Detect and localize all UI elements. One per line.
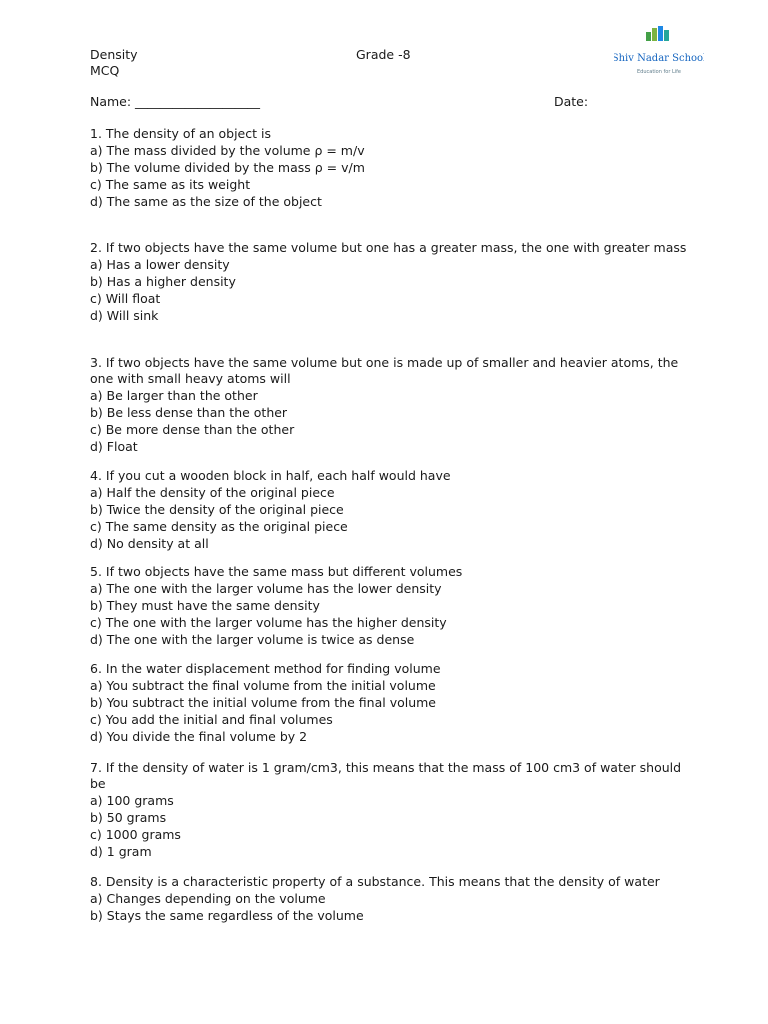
question-stem: 1. The density of an object is xyxy=(90,126,271,141)
option-a: a) 100 grams xyxy=(90,793,174,808)
option-d: d) The same as the size of the object xyxy=(90,194,322,209)
option-c: c) Be more dense than the other xyxy=(90,422,295,437)
option-d: d) Float xyxy=(90,439,138,454)
date-field-label: Date: xyxy=(554,94,589,109)
question-stem: 6. In the water displacement method for finding volume xyxy=(90,661,441,676)
question-8 xyxy=(90,874,690,924)
option-c: c) Will float xyxy=(90,291,161,306)
question-1 xyxy=(90,126,690,210)
question-3 xyxy=(90,355,690,455)
question-stem: 7. If the density of water is 1 gram/cm3, this means that the mass of 100 cm3 of water should be xyxy=(90,760,682,791)
option-a: a) You subtract the final volume from the initial volume xyxy=(90,678,436,693)
question-stem: 2. If two objects have the same volume but one has a greater mass, the one with greater mass xyxy=(90,240,687,255)
question-5 xyxy=(90,564,690,648)
question-stem: 3. If two objects have the same volume but one is made up of smaller and heavier atoms, the one with small heavy atoms will xyxy=(90,355,679,386)
option-a: a) Be larger than the other xyxy=(90,388,258,403)
option-d: d) You divide the final volume by 2 xyxy=(90,729,308,744)
question-7 xyxy=(90,760,690,860)
logo-tagline: Education for Life xyxy=(637,69,681,75)
option-d: d) No density at all xyxy=(90,536,209,551)
option-a: a) Changes depending on the volume xyxy=(90,891,326,906)
option-c: c) The same as its weight xyxy=(90,177,251,192)
question-2 xyxy=(90,240,690,324)
option-b: b) 50 grams xyxy=(90,810,167,825)
option-a: a) The one with the larger volume has the lower density xyxy=(90,581,442,596)
option-c: c) The same density as the original piece xyxy=(90,519,348,534)
option-c: c) You add the initial and final volumes xyxy=(90,712,333,727)
school-logo-icon xyxy=(614,26,704,80)
worksheet-type: MCQ xyxy=(90,63,120,78)
question-6 xyxy=(90,661,690,745)
question-stem: 8. Density is a characteristic property of a substance. This means that the density of water xyxy=(90,874,660,889)
option-a: a) Has a lower density xyxy=(90,257,230,272)
grade-label: Grade -8 xyxy=(356,47,411,62)
option-c: c) 1000 grams xyxy=(90,827,181,842)
option-d: d) Will sink xyxy=(90,308,159,323)
option-b: b) Be less dense than the other xyxy=(90,405,288,420)
option-c: c) The one with the larger volume has the higher density xyxy=(90,615,447,630)
option-b: b) Stays the same regardless of the volume xyxy=(90,908,364,923)
option-a: a) Half the density of the original piece xyxy=(90,485,335,500)
question-stem: 5. If two objects have the same mass but different volumes xyxy=(90,564,463,579)
name-field-label: Name: ____________________ xyxy=(90,94,261,109)
question-4 xyxy=(90,468,690,552)
question-stem: 4. If you cut a wooden block in half, each half would have xyxy=(90,468,451,483)
option-b: b) You subtract the initial volume from the final volume xyxy=(90,695,436,710)
subject-title: Density xyxy=(90,47,138,62)
logo-text: Shiv Nadar School xyxy=(614,53,704,64)
option-d: d) The one with the larger volume is twice as dense xyxy=(90,632,415,647)
option-b: b) The volume divided by the mass ρ = v/m xyxy=(90,160,365,175)
option-d: d) 1 gram xyxy=(90,844,152,859)
option-b: b) Twice the density of the original piece xyxy=(90,502,344,517)
school-logo xyxy=(614,26,704,80)
option-b: b) They must have the same density xyxy=(90,598,320,613)
option-a: a) The mass divided by the volume ρ = m/v xyxy=(90,143,365,158)
option-b: b) Has a higher density xyxy=(90,274,236,289)
